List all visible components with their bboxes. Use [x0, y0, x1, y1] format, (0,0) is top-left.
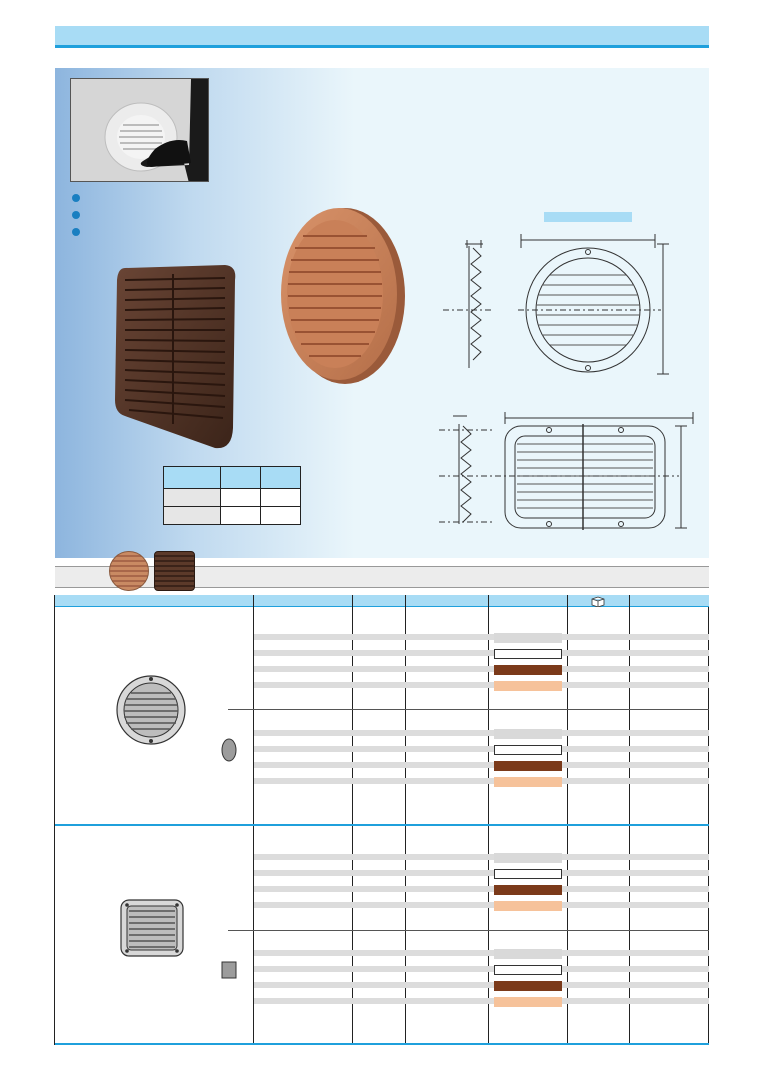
- mini-table-cell: [221, 467, 261, 489]
- mini-table-cell: [221, 507, 261, 525]
- color-swatch-white: [494, 745, 562, 755]
- color-swatch-peach: [494, 681, 562, 691]
- product-icons: [55, 595, 253, 1043]
- row-stripe: [254, 634, 709, 640]
- row-stripe: [254, 902, 709, 908]
- column-divider: [352, 595, 353, 1043]
- color-swatch-grey: [494, 633, 562, 643]
- drawing-label: [544, 212, 632, 222]
- page-header-bar: [55, 26, 709, 48]
- row-stripe: [254, 998, 709, 1004]
- square-vent-icon: [121, 900, 183, 956]
- column-divider: [629, 595, 630, 1043]
- thumbnail-round-terracotta: [109, 551, 149, 591]
- square-insert-icon: [222, 962, 236, 978]
- hero-panel: [55, 68, 709, 558]
- hero-illustrations: [55, 68, 709, 558]
- square-vent-brown: [115, 265, 235, 448]
- round-side-drawing: [443, 240, 493, 368]
- round-insert-icon: [222, 739, 236, 761]
- row-stripe: [254, 950, 709, 956]
- row-stripe: [254, 982, 709, 988]
- mini-table-cell: [221, 489, 261, 507]
- box-icon: [591, 596, 605, 607]
- mini-table-cell: [164, 467, 221, 489]
- row-stripe: [254, 886, 709, 892]
- subsection-divider: [228, 709, 709, 710]
- square-front-drawing: [495, 412, 693, 530]
- color-swatch-peach: [494, 997, 562, 1007]
- color-swatch-peach: [494, 777, 562, 787]
- row-stripe: [254, 854, 709, 860]
- product-table: [55, 595, 709, 1045]
- round-vent-icon: [117, 676, 185, 744]
- color-swatch-grey: [494, 853, 562, 863]
- row-stripe: [254, 762, 709, 768]
- mini-table-cell: [261, 507, 301, 525]
- table-bottom-border: [55, 1043, 709, 1045]
- row-stripe: [254, 778, 709, 784]
- column-divider: [253, 595, 254, 1043]
- row-stripe: [254, 730, 709, 736]
- row-stripe: [254, 666, 709, 672]
- square-side-drawing: [439, 416, 495, 524]
- mini-table-cell: [261, 467, 301, 489]
- mini-table-cell: [164, 507, 221, 525]
- color-swatch-brown: [494, 761, 562, 771]
- mini-table-cell: [261, 489, 301, 507]
- row-stripe: [254, 746, 709, 752]
- color-swatch-white: [494, 649, 562, 659]
- color-swatch-white: [494, 965, 562, 975]
- color-swatch-brown: [494, 981, 562, 991]
- subsection-divider: [228, 930, 709, 931]
- mini-table-cell: [164, 489, 221, 507]
- color-swatch-grey: [494, 729, 562, 739]
- row-stripe: [254, 682, 709, 688]
- row-stripe: [254, 650, 709, 656]
- dimension-table: [163, 466, 301, 525]
- color-swatch-peach: [494, 901, 562, 911]
- column-divider: [488, 595, 489, 1043]
- color-swatch-brown: [494, 885, 562, 895]
- column-divider: [405, 595, 406, 1043]
- row-stripe: [254, 966, 709, 972]
- color-swatch-brown: [494, 665, 562, 675]
- round-vent-terracotta: [281, 208, 405, 384]
- color-swatch-grey: [494, 949, 562, 959]
- column-divider: [567, 595, 568, 1043]
- row-stripe: [254, 870, 709, 876]
- thumbnail-square-brown: [154, 551, 195, 591]
- color-swatch-white: [494, 869, 562, 879]
- round-front-drawing: [518, 234, 669, 374]
